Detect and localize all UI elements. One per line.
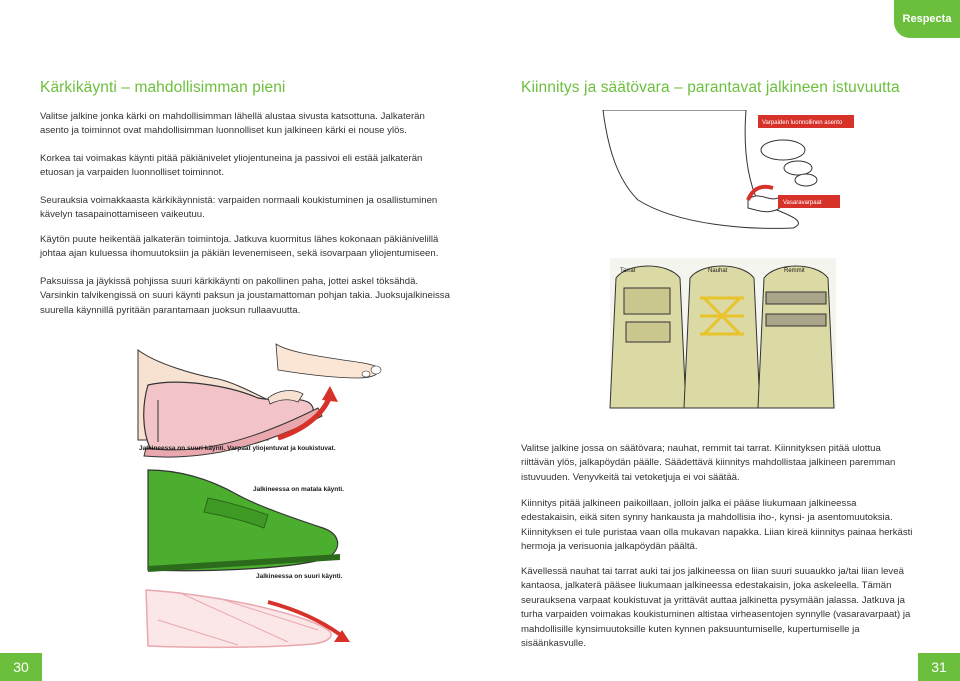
- label-velcro: Tarrat: [620, 268, 636, 274]
- left-paragraph-4: Käytön puute heikentää jalkaterän toimintoja. Jatkuva kuormitus lähes kokonaan päkiänivelillä johtaa ajan kuluessa ihomuutoksiin ja päkiän levenemiseen, sekä isovarpaan yliojentumiseen.: [40, 234, 439, 260]
- label-hammer-text: Vasaravarpaat: [783, 200, 822, 206]
- label-straps: Remmit: [784, 268, 805, 274]
- foot-toe-position-illustration: [598, 110, 878, 250]
- pink-shoe-thick-sole: [146, 590, 331, 647]
- left-paragraph-5: Paksuissa ja jäykissä pohjissa suuri kärkikäynti on pakollinen paha, jottei askel töksähdä. Varsinkin talvikengissä on suuri käynti paksun ja joustamattoman pohjan takia. Juoksujalkineissa suurella käynnillä pyritään parantamaan juoksun rullaavuutta.: [40, 276, 450, 316]
- left-paragraph-2: Korkea tai voimakas käynti pitää päkiänivelet yliojentuneina ja passivoi eli estää jalkaterän etuosan ja varpaiden luonnolliset toiminnot.: [40, 153, 423, 179]
- shoe-straps: [758, 266, 834, 408]
- closure-shoes-illustration: [608, 258, 838, 418]
- shoe-laces: [684, 266, 760, 408]
- hammer-toes: [748, 196, 783, 212]
- brand-tab: Respecta: [894, 0, 960, 38]
- right-paragraph-2: Kiinnitys pitää jalkineen paikoillaan, jolloin jalka ei pääse liukumaan jalkineessa edestakaisin, eikä siten synny hankausta ja mahdollisia iho-, kynsi- ja asentomuutoksia. Kiinnityksen ei tule puristaa vaan olla mukavan napakka. Liian kireä kiinnitys painaa herkästi hermoja ja verisuonia jalkapöydän päältä.: [521, 498, 913, 553]
- page-number-right: 31: [918, 653, 960, 681]
- label-laces: Nauhat: [708, 268, 728, 274]
- page-number-left: 30: [0, 653, 42, 681]
- caption-high-toe-2: Jalkineessa on suuri käynti.: [256, 573, 343, 580]
- left-heading: Kärkikäynti – mahdollisimman pieni: [40, 79, 286, 96]
- right-heading: Kiinnitys ja säätövara – parantavat jalkineen istuvuutta: [521, 79, 900, 96]
- right-paragraph-1: Valitse jalkine jossa on säätövara; nauhat, remmit tai tarrat. Kiinnityksen pitää ulottua riittävän ylös, jalkapöydän päälle. Säädettävä kiinnitys mahdollistaa jalkineen paremman istuvuuden. Venyvkeitä tai vetoketjuja ei voi säätää.: [521, 443, 896, 483]
- caption-high-toe: Jalkineessa on suuri käynti. Varpaat yliojentuvat ja koukistuvat.: [139, 445, 336, 452]
- left-paragraph-3: Seurauksia voimakkaasta kärkikäynnistä: varpaiden normaali koukistuminen ja osallistuminen kävelyn tasapainottamiseen vaikeutuu.: [40, 195, 438, 221]
- caption-low-toe: Jalkineessa on matala käynti.: [253, 486, 345, 493]
- label-natural-text: Varpaiden luonnollinen asento: [762, 120, 843, 126]
- natural-toes: [761, 140, 817, 186]
- left-paragraph-1: Valitse jalkine jonka kärki on mahdollisimman lähellä alustaa sivusta katsottuna. Jalkaterän asento ja toiminnot ovat mahdollisimman luonnolliset kun jalkineen kärki ei nouse ylös.: [40, 111, 425, 137]
- right-paragraph-3: Kävellessä nauhat tai tarrat auki tai jos jalkineessa on liian suuri suuaukko ja/tai liian leveä kantaosa, jalkaterä pääsee liukumaan jalkineessa edestakaisin, joka askeleella. Tämän seurauksena varpaat koukistuvat ja yrittävät auttaa jalkinetta pysymään jalassa. Jatkuva ja turha varpaiden voimakas koukistuminen altistaa virheasentojen synnylle (vasaravarpaat) ja mahdollisille kynsimuutoksille kuten kynnen paksuuntumiselle, kupertumiselle ja sisäänkasvulle.: [521, 566, 911, 650]
- shoe-velcro: [610, 266, 686, 408]
- bare-foot-small: [276, 344, 381, 378]
